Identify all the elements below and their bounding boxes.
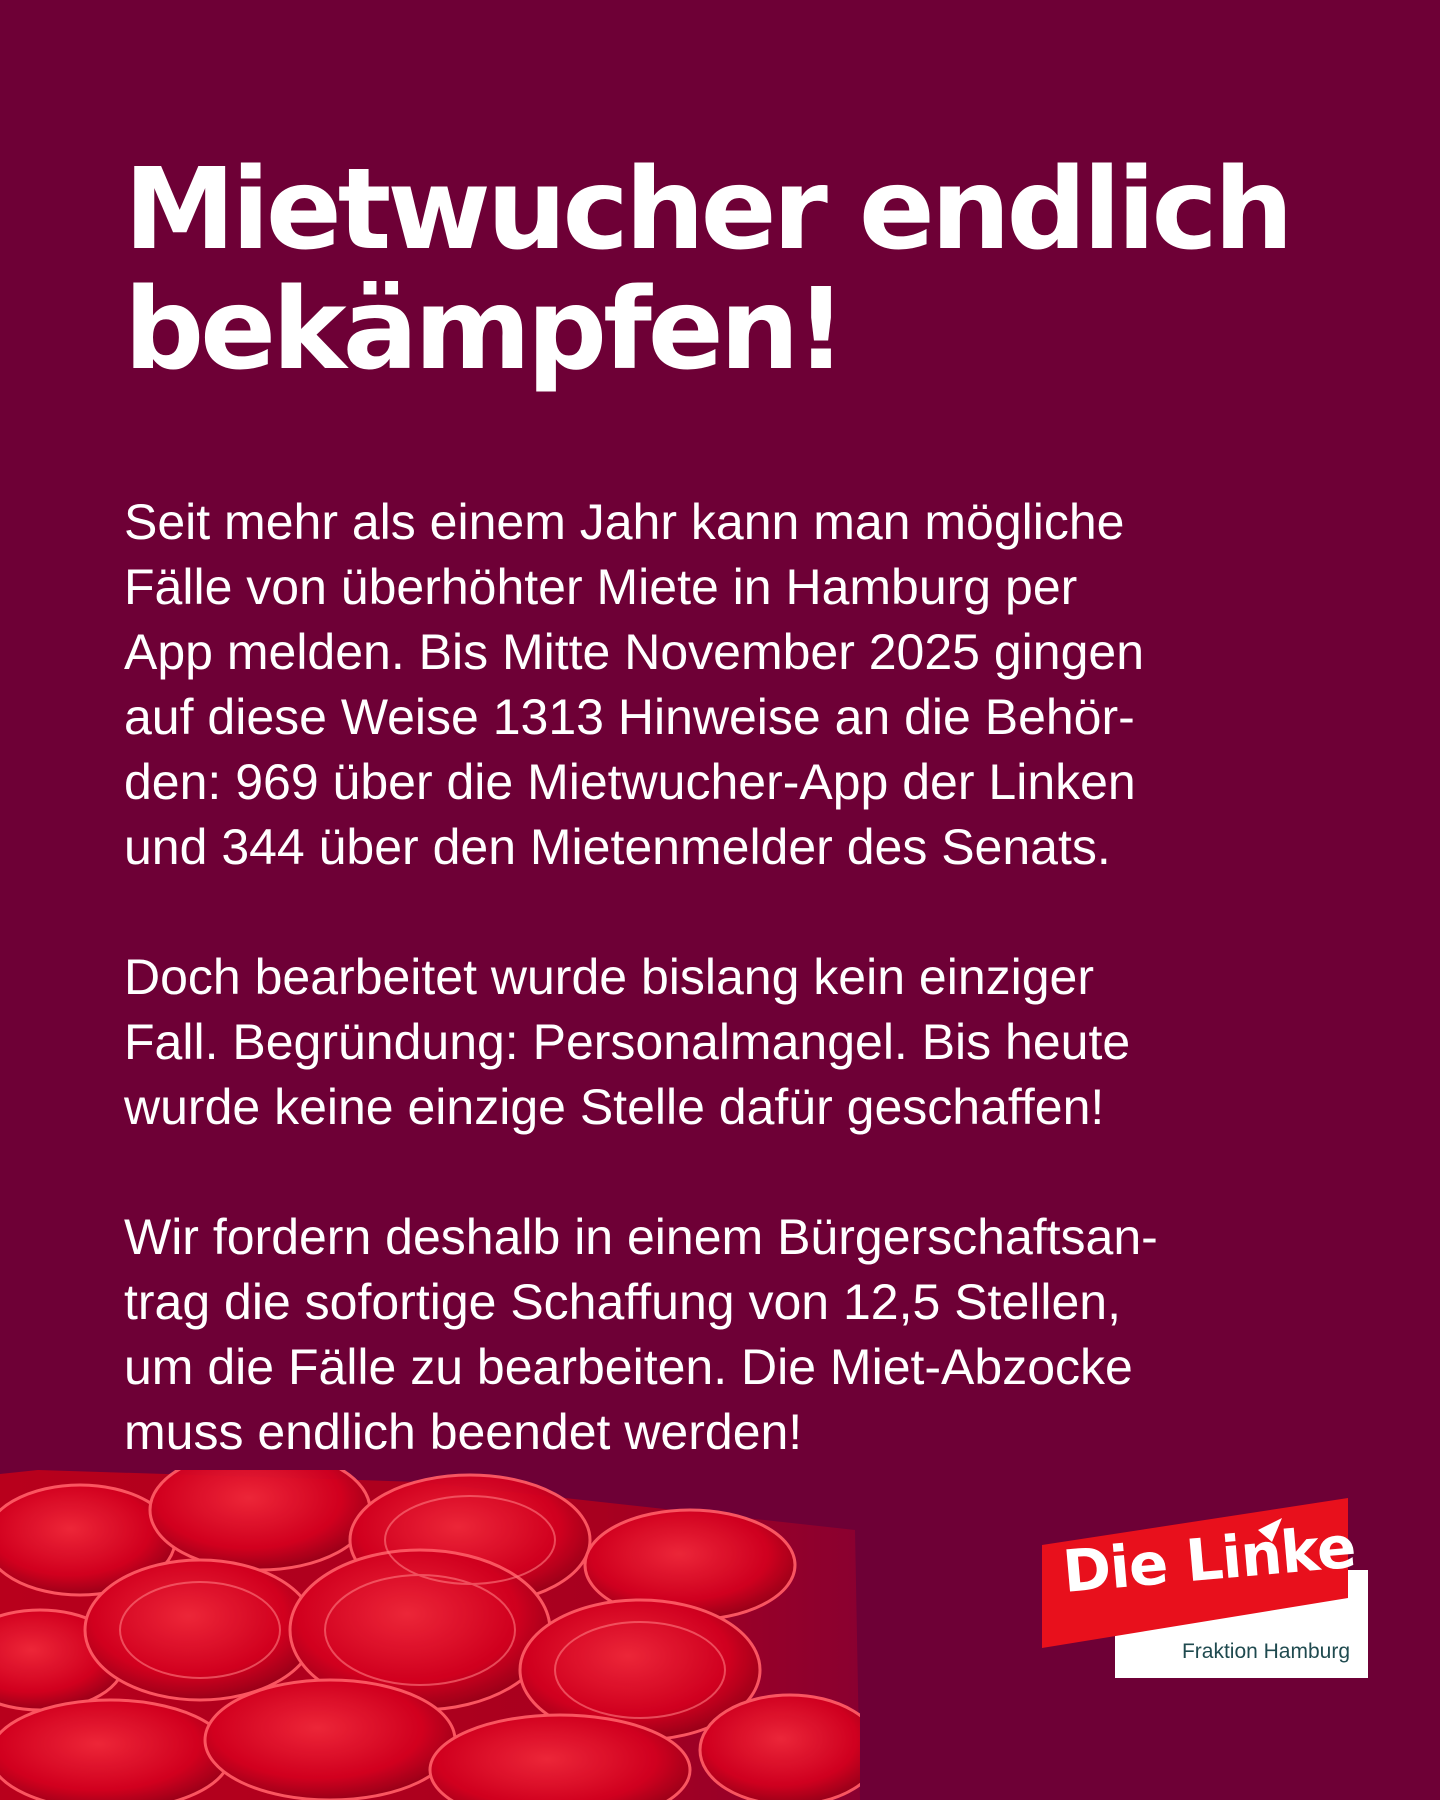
paragraph-2 <box>124 945 1324 1140</box>
logo-wordmark: Die Linke <box>1060 1512 1358 1606</box>
paragraph-line: App melden. Bis Mitte November 2025 gingen <box>124 624 1145 680</box>
paragraph-line: auf diese Weise 1313 Hinweise an die Behör- <box>124 689 1135 745</box>
headline <box>124 145 1344 395</box>
paragraph-line: trag die sofortige Schaffung von 12,5 Stellen, <box>124 1274 1121 1330</box>
paragraph-line: muss endlich beendet werden! <box>124 1404 803 1460</box>
paragraph-line: um die Fälle zu bearbeiten. Die Miet-Abzocke <box>124 1339 1133 1395</box>
paragraph-line: Doch bearbeitet wurde bislang kein einziger <box>124 949 1095 1005</box>
paragraph-line: Wir fordern deshalb in einem Bürgerschaftsan- <box>124 1209 1158 1265</box>
headline-line-1: Mietwucher endlich <box>124 145 1290 275</box>
paragraph-line: wurde keine einzige Stelle dafür geschaffen! <box>124 1079 1105 1135</box>
headline-line-2: bekämpfen! <box>124 265 843 395</box>
paragraph-line: und 344 über den Mietenmelder des Senats. <box>124 819 1111 875</box>
body-text <box>124 490 1324 1530</box>
paragraph-3 <box>124 1205 1324 1465</box>
paragraph-line: Seit mehr als einem Jahr kann man mögliche <box>124 494 1125 550</box>
paragraph-line: Fälle von überhöhter Miete in Hamburg per <box>124 559 1078 615</box>
paragraph-line: Fall. Begründung: Personalmangel. Bis heute <box>124 1014 1131 1070</box>
logo-subtitle: Fraktion Hamburg <box>1181 1640 1350 1663</box>
die-linke-logo <box>1040 1490 1380 1690</box>
coins-image <box>0 1470 860 1800</box>
paragraph-1 <box>124 490 1324 880</box>
paragraph-line: den: 969 über die Mietwucher-App der Linken <box>124 754 1136 810</box>
